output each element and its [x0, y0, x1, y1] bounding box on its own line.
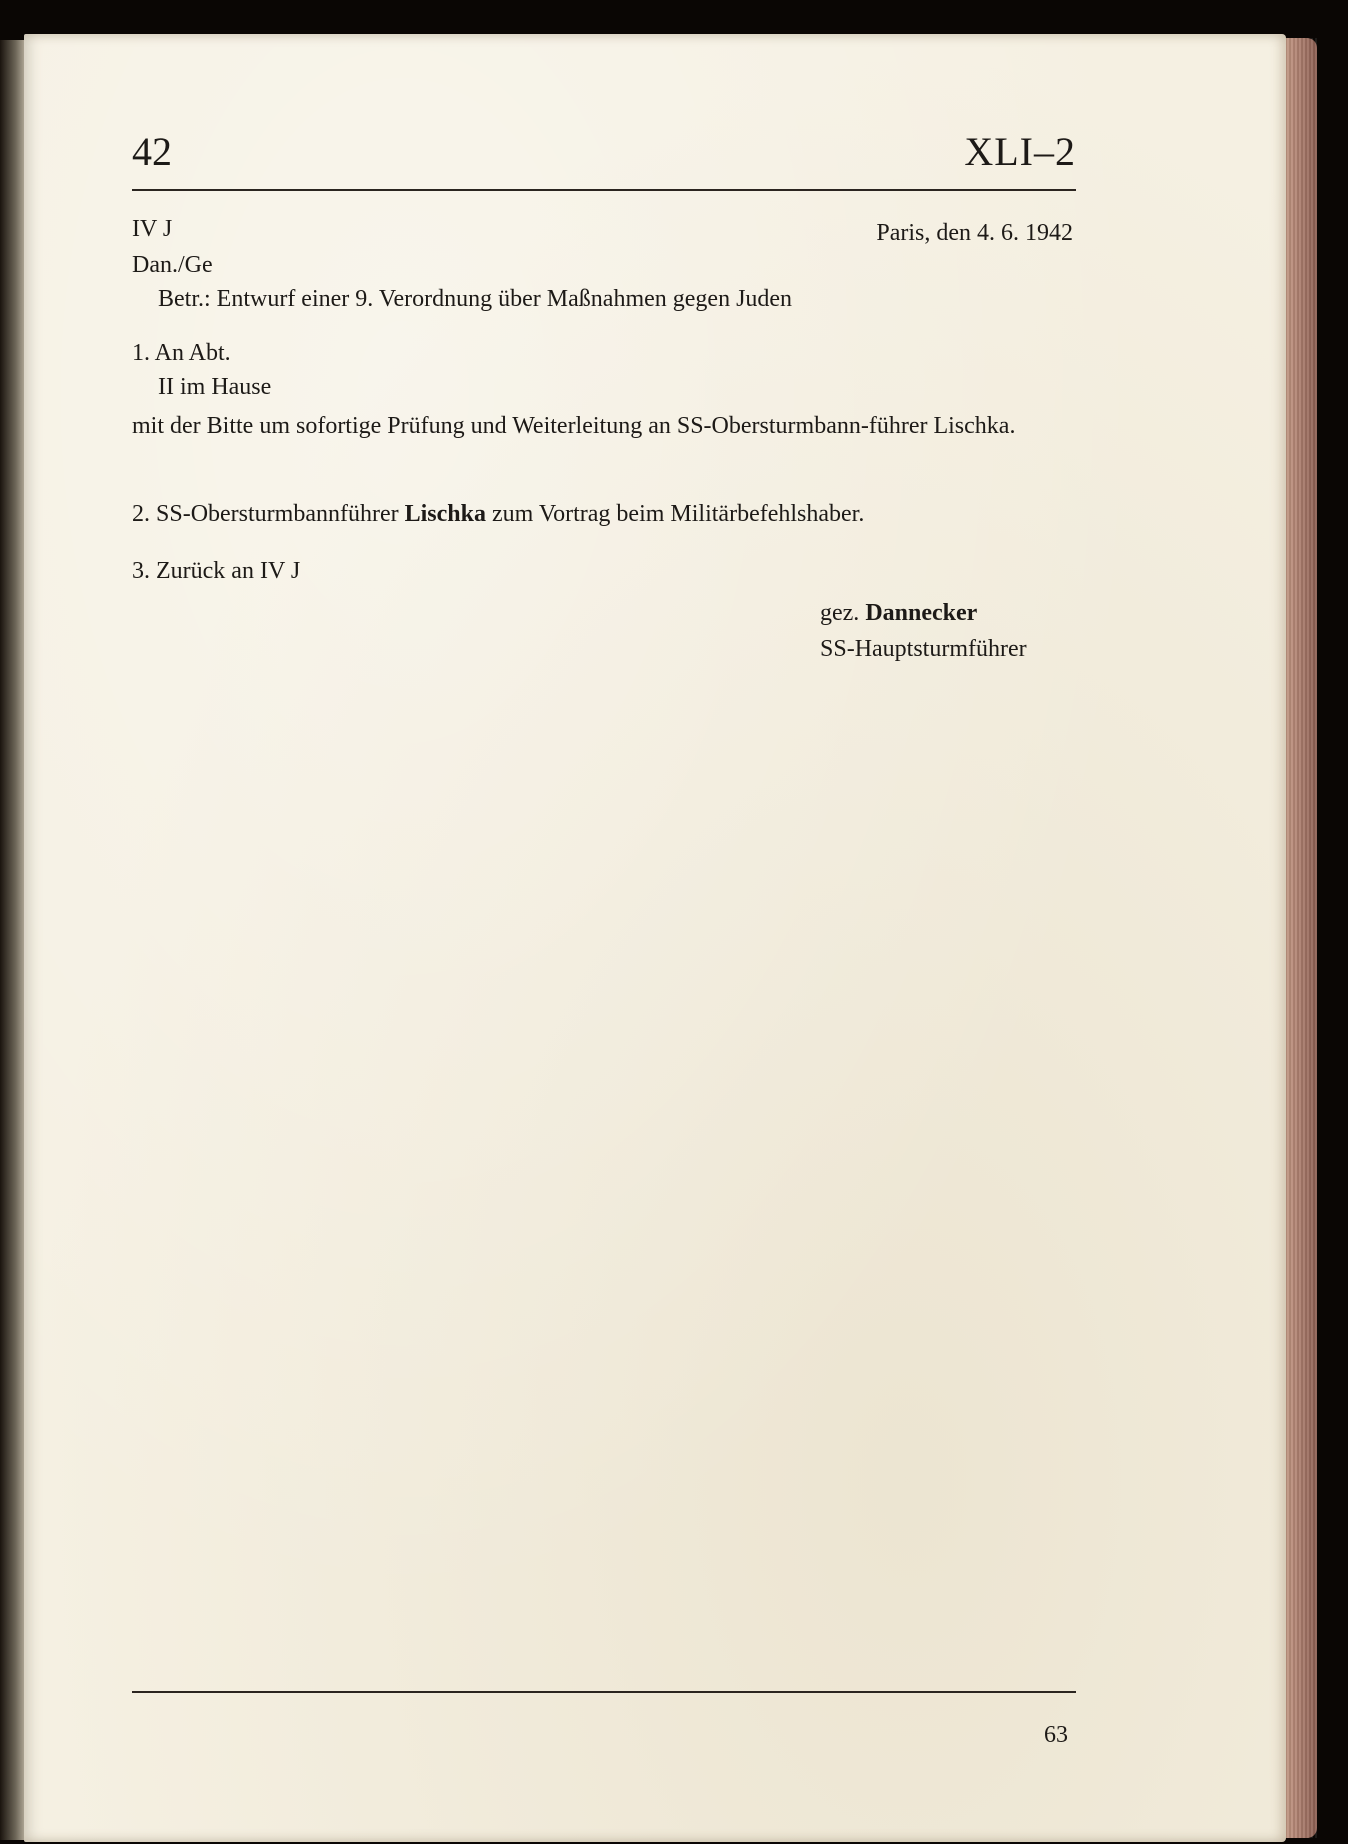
signature-prefix: gez. — [820, 600, 860, 626]
item-1-label: 1. An Abt. — [132, 340, 231, 366]
item-2-suffix: zum Vortrag beim Militärbefehlshaber. — [492, 501, 865, 527]
page-number-top: 42 — [132, 129, 172, 174]
item-1-text: mit der Bitte um sofortige Prüfung und Weiterleitung an SS-Obersturmbann-führer Lischka. — [132, 413, 1016, 439]
bottom-rule — [132, 1691, 1076, 1693]
signature-name: Dannecker — [865, 600, 978, 626]
item-2-prefix: 2. SS-Obersturmbannführer — [132, 501, 399, 527]
subject-line: Betr.: Entwurf einer 9. Verordnung über Maßnahmen gegen Juden — [158, 286, 793, 312]
signature — [820, 600, 977, 627]
reference-sign: Dan./Ge — [132, 252, 213, 278]
item-2-name: Lischka — [404, 501, 486, 527]
item-2 — [132, 501, 1076, 528]
top-rule — [132, 189, 1076, 191]
sender-office: IV J — [132, 216, 173, 242]
item-1-department: II im Hause — [158, 374, 272, 400]
signature-rank: SS-Hauptsturmführer — [820, 636, 1027, 662]
page-number-bottom: 63 — [1044, 1722, 1068, 1748]
document — [24, 34, 1286, 1842]
item-3: 3. Zurück an IV J — [132, 558, 301, 584]
document-code: XLI–2 — [964, 129, 1076, 174]
book-spine — [0, 40, 26, 1840]
book-page — [24, 34, 1286, 1842]
place-date: Paris, den 4. 6. 1942 — [876, 220, 1073, 246]
